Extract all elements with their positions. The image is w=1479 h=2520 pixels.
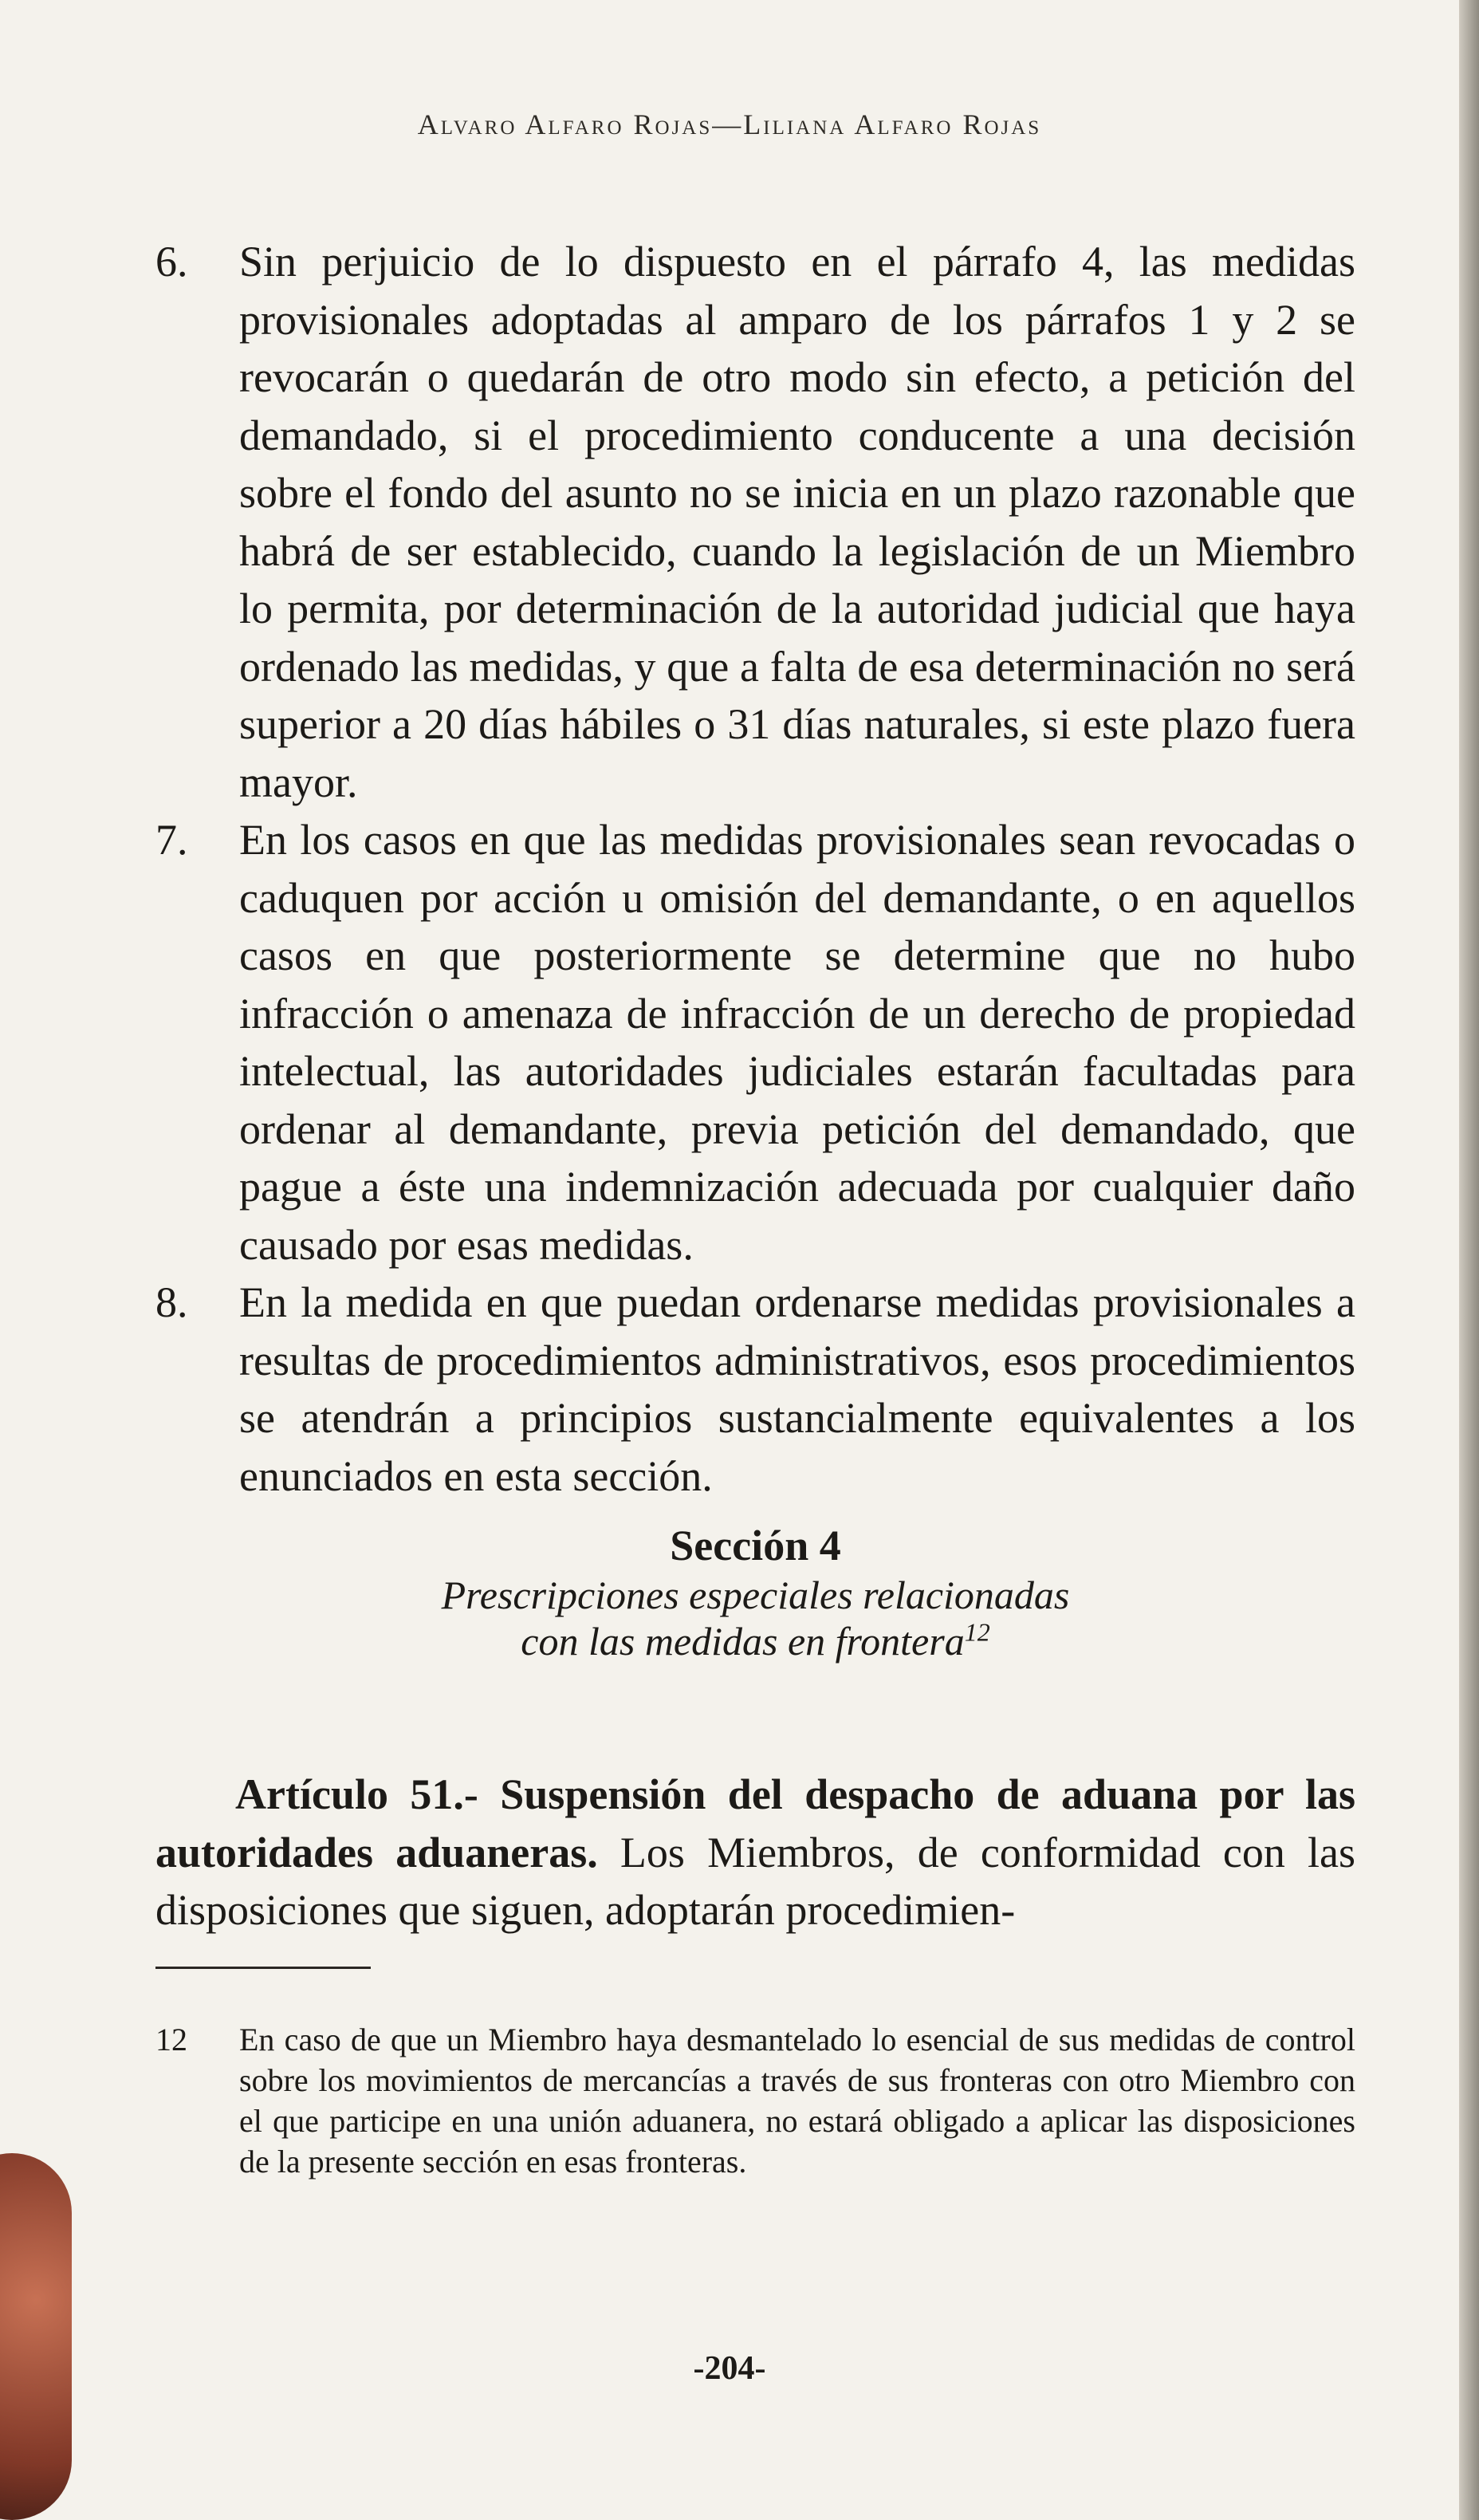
section-title: Sección 4: [670, 1522, 841, 1569]
section-subtitle-text: con las medidas en frontera: [521, 1619, 965, 1664]
footnote-text: En caso de que un Miembro haya desmantelado lo esencial de sus medidas de control sobre los movimientos de mercancías a través de sus fronteras con otro Miembro con el que participe en una unión aduanera, no estará obligado a aplicar las disposiciones de la presente sección en esas fronteras.: [239, 2022, 1355, 2179]
item-number: 6.: [155, 238, 188, 285]
footnote-reference: 12: [964, 1617, 990, 1647]
item-text: En los casos en que las medidas provisionales sean revocadas o caduquen por acción u omisión del demandante, o en aquellos casos en que posteriormente se determine que no hubo infracción o amenaza de infracción de un derecho de propiedad intelectual, las autoridades judiciales estarán facultadas para ordenar al demandante, previa petición del demandado, que pague a éste una indemnización adecuada por cualquier daño causado por esas medidas.: [239, 816, 1355, 1269]
footnote-separator: [155, 1967, 371, 1969]
footnote-number: 12: [155, 2022, 187, 2057]
list-item: [155, 1274, 1355, 1505]
running-head: Alvaro Alfaro Rojas—Liliana Alfaro Rojas: [417, 108, 1042, 140]
list-item: [155, 233, 1355, 811]
list-item: [155, 811, 1355, 1274]
item-number: 7.: [155, 816, 188, 864]
footnote: [155, 2019, 1355, 2182]
numbered-list: [155, 233, 1355, 1505]
section-heading: [155, 1519, 1355, 1664]
thumb-shadow: [0, 2153, 72, 2520]
page-edge: [1459, 0, 1479, 2520]
article-title: Artículo 51.- Suspensión del despacho de aduana por las autoridades aduaneras.: [155, 1770, 1355, 1876]
section-subtitle-line-1: Prescripciones especiales relacionadas: [441, 1573, 1070, 1617]
page-number: -204-: [693, 2350, 766, 2387]
article-51: [155, 1766, 1355, 1939]
article-text: Los Miembros, de conformidad con las disposiciones que siguen, adoptarán procedimien-: [155, 1828, 1355, 1934]
section-subtitle-line-2: [155, 1618, 1355, 1664]
item-text: En la medida en que puedan ordenarse medidas provisionales a resultas de procedimientos administrativos, esos procedimientos se atendrán a principios sustancialmente equivalentes a los enunciados en esta sección.: [239, 1278, 1355, 1500]
item-number: 8.: [155, 1278, 188, 1326]
item-text: Sin perjuicio de lo dispuesto en el párrafo 4, las medidas provisionales adoptadas al amparo de los párrafos 1 y 2 se revocarán o quedarán de otro modo sin efecto, a petición del demandado, si el procedimiento conducente a una decisión sobre el fondo del asunto no se inicia en un plazo razonable que habrá de ser establecido, cuando la legislación de un Miembro lo permita, por determinación de la autoridad judicial que haya ordenado las medidas, y que a falta de esa determinación no será superior a 20 días hábiles o 31 días naturales, si este plazo fuera mayor.: [239, 238, 1355, 806]
